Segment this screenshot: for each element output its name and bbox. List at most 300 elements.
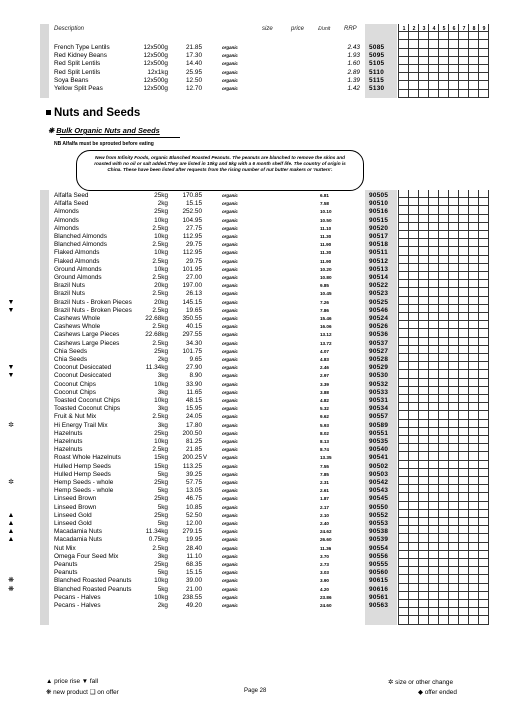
order-cell[interactable] bbox=[479, 477, 489, 485]
order-cell[interactable] bbox=[469, 206, 479, 214]
order-cell[interactable] bbox=[479, 321, 489, 329]
order-cell[interactable] bbox=[409, 411, 419, 419]
order-cell[interactable] bbox=[399, 444, 409, 452]
order-cell[interactable] bbox=[399, 215, 409, 223]
order-cell[interactable] bbox=[429, 198, 439, 206]
order-cell[interactable] bbox=[419, 190, 429, 198]
order-cell[interactable] bbox=[409, 477, 419, 485]
order-cell[interactable] bbox=[399, 206, 409, 214]
order-cell[interactable] bbox=[439, 543, 449, 551]
order-cell[interactable] bbox=[449, 592, 459, 600]
order-cell[interactable] bbox=[469, 518, 479, 526]
order-cell[interactable] bbox=[469, 305, 479, 313]
order-cell[interactable] bbox=[449, 461, 459, 469]
order-cell[interactable] bbox=[439, 420, 449, 428]
order-cell[interactable] bbox=[459, 567, 469, 575]
order-cell[interactable] bbox=[449, 272, 459, 280]
order-cell[interactable] bbox=[419, 264, 429, 272]
order-cell[interactable] bbox=[429, 32, 439, 40]
order-cell[interactable] bbox=[439, 485, 449, 493]
order-cell[interactable] bbox=[399, 575, 409, 583]
order-cell[interactable] bbox=[469, 575, 479, 583]
order-cell[interactable] bbox=[449, 32, 459, 40]
order-cell[interactable] bbox=[399, 329, 409, 337]
order-cell[interactable] bbox=[439, 559, 449, 567]
order-cell[interactable] bbox=[459, 428, 469, 436]
order-cell[interactable] bbox=[429, 403, 439, 411]
order-cell[interactable] bbox=[399, 534, 409, 542]
order-cell[interactable] bbox=[449, 264, 459, 272]
order-cell[interactable] bbox=[449, 600, 459, 608]
order-cell[interactable] bbox=[479, 288, 489, 296]
order-cell[interactable] bbox=[399, 305, 409, 313]
order-cell[interactable] bbox=[439, 264, 449, 272]
order-cell[interactable] bbox=[409, 288, 419, 296]
order-cell[interactable] bbox=[449, 575, 459, 583]
order-cell[interactable] bbox=[479, 354, 489, 362]
order-cell[interactable] bbox=[399, 600, 409, 608]
order-cell[interactable] bbox=[399, 551, 409, 559]
order-cell[interactable] bbox=[469, 567, 479, 575]
order-cell[interactable] bbox=[479, 510, 489, 518]
order-cell[interactable] bbox=[439, 608, 449, 616]
order-cell[interactable] bbox=[459, 329, 469, 337]
order-cell[interactable] bbox=[429, 256, 439, 264]
order-cell[interactable] bbox=[399, 313, 409, 321]
order-cell[interactable] bbox=[469, 395, 479, 403]
order-cell[interactable] bbox=[469, 40, 479, 48]
order-cell[interactable] bbox=[439, 411, 449, 419]
order-cell[interactable] bbox=[449, 280, 459, 288]
order-cell[interactable] bbox=[439, 297, 449, 305]
order-cell[interactable] bbox=[469, 452, 479, 460]
order-cell[interactable] bbox=[409, 600, 419, 608]
order-cell[interactable] bbox=[429, 90, 439, 98]
order-cell[interactable] bbox=[419, 493, 429, 501]
order-cell[interactable] bbox=[439, 321, 449, 329]
order-cell[interactable] bbox=[479, 485, 489, 493]
order-cell[interactable] bbox=[459, 436, 469, 444]
order-cell[interactable] bbox=[419, 436, 429, 444]
order-cell[interactable] bbox=[399, 428, 409, 436]
order-cell[interactable] bbox=[439, 198, 449, 206]
order-cell[interactable] bbox=[439, 49, 449, 57]
order-cell[interactable] bbox=[479, 90, 489, 98]
order-cell[interactable] bbox=[449, 485, 459, 493]
order-cell[interactable] bbox=[399, 510, 409, 518]
order-cell[interactable] bbox=[409, 534, 419, 542]
order-cell[interactable] bbox=[449, 65, 459, 73]
order-cell[interactable] bbox=[449, 370, 459, 378]
order-cell[interactable] bbox=[459, 338, 469, 346]
order-cell[interactable] bbox=[459, 215, 469, 223]
order-cell[interactable] bbox=[439, 395, 449, 403]
order-cell[interactable] bbox=[399, 592, 409, 600]
order-cell[interactable] bbox=[419, 403, 429, 411]
order-cell[interactable] bbox=[479, 428, 489, 436]
order-cell[interactable] bbox=[419, 575, 429, 583]
order-cell[interactable] bbox=[409, 313, 419, 321]
order-cell[interactable] bbox=[419, 247, 429, 255]
order-cell[interactable] bbox=[449, 395, 459, 403]
order-cell[interactable] bbox=[459, 57, 469, 65]
order-cell[interactable] bbox=[479, 206, 489, 214]
order-cell[interactable] bbox=[449, 49, 459, 57]
order-cell[interactable] bbox=[439, 329, 449, 337]
order-cell[interactable] bbox=[439, 239, 449, 247]
order-cell[interactable] bbox=[469, 469, 479, 477]
order-cell[interactable] bbox=[419, 608, 429, 616]
order-cell[interactable] bbox=[469, 403, 479, 411]
order-cell[interactable] bbox=[469, 24, 479, 32]
order-cell[interactable] bbox=[459, 288, 469, 296]
order-cell[interactable] bbox=[409, 370, 419, 378]
order-cell[interactable] bbox=[469, 370, 479, 378]
order-cell[interactable] bbox=[459, 354, 469, 362]
order-cell[interactable] bbox=[469, 239, 479, 247]
order-cell[interactable] bbox=[429, 543, 439, 551]
order-cell[interactable] bbox=[399, 543, 409, 551]
order-cell[interactable] bbox=[399, 288, 409, 296]
order-cell[interactable] bbox=[409, 551, 419, 559]
order-cell[interactable] bbox=[409, 354, 419, 362]
order-cell[interactable] bbox=[409, 526, 419, 534]
order-cell[interactable] bbox=[409, 436, 419, 444]
order-cell[interactable] bbox=[459, 584, 469, 592]
order-cell[interactable] bbox=[419, 346, 429, 354]
order-cell[interactable] bbox=[469, 461, 479, 469]
order-cell[interactable] bbox=[449, 239, 459, 247]
order-cell[interactable] bbox=[479, 231, 489, 239]
order-cell[interactable] bbox=[459, 362, 469, 370]
order-cell[interactable] bbox=[439, 73, 449, 81]
order-cell[interactable] bbox=[419, 379, 429, 387]
order-cell[interactable] bbox=[449, 73, 459, 81]
order-cell[interactable] bbox=[439, 32, 449, 40]
order-cell[interactable] bbox=[419, 297, 429, 305]
order-cell[interactable] bbox=[449, 40, 459, 48]
order-cell[interactable] bbox=[459, 370, 469, 378]
order-cell[interactable] bbox=[399, 32, 409, 40]
order-cell[interactable] bbox=[419, 81, 429, 89]
order-cell[interactable] bbox=[429, 436, 439, 444]
order-cell[interactable] bbox=[409, 395, 419, 403]
order-cell[interactable] bbox=[479, 329, 489, 337]
order-cell[interactable] bbox=[459, 518, 469, 526]
order-cell[interactable] bbox=[439, 493, 449, 501]
order-cell[interactable] bbox=[459, 575, 469, 583]
order-cell[interactable] bbox=[409, 485, 419, 493]
order-cell[interactable] bbox=[459, 305, 469, 313]
order-cell[interactable] bbox=[409, 493, 419, 501]
order-cell[interactable] bbox=[399, 231, 409, 239]
order-cell[interactable] bbox=[459, 510, 469, 518]
order-cell[interactable] bbox=[469, 551, 479, 559]
order-cell[interactable] bbox=[479, 215, 489, 223]
order-cell[interactable] bbox=[399, 403, 409, 411]
order-cell[interactable] bbox=[439, 190, 449, 198]
order-cell[interactable] bbox=[399, 81, 409, 89]
order-cell[interactable] bbox=[479, 461, 489, 469]
order-cell[interactable] bbox=[419, 362, 429, 370]
order-cell[interactable] bbox=[479, 452, 489, 460]
order-cell[interactable] bbox=[469, 288, 479, 296]
order-cell[interactable] bbox=[399, 379, 409, 387]
order-cell[interactable] bbox=[429, 321, 439, 329]
order-cell[interactable] bbox=[479, 264, 489, 272]
order-cell[interactable] bbox=[439, 510, 449, 518]
order-cell[interactable] bbox=[429, 346, 439, 354]
order-cell[interactable] bbox=[419, 592, 429, 600]
order-cell[interactable] bbox=[479, 559, 489, 567]
order-cell[interactable] bbox=[439, 338, 449, 346]
order-cell[interactable] bbox=[419, 420, 429, 428]
order-cell[interactable] bbox=[439, 280, 449, 288]
order-grid-top[interactable] bbox=[398, 24, 488, 98]
order-cell[interactable] bbox=[409, 81, 419, 89]
order-cell[interactable] bbox=[459, 73, 469, 81]
order-cell[interactable] bbox=[479, 395, 489, 403]
order-cell[interactable] bbox=[469, 65, 479, 73]
order-cell[interactable] bbox=[439, 362, 449, 370]
order-cell[interactable] bbox=[459, 40, 469, 48]
order-cell[interactable] bbox=[479, 280, 489, 288]
order-cell[interactable] bbox=[449, 469, 459, 477]
order-cell[interactable] bbox=[429, 411, 439, 419]
order-cell[interactable] bbox=[479, 403, 489, 411]
order-cell[interactable] bbox=[449, 477, 459, 485]
order-cell[interactable] bbox=[429, 379, 439, 387]
order-cell[interactable] bbox=[409, 575, 419, 583]
order-cell[interactable] bbox=[419, 338, 429, 346]
order-cell[interactable] bbox=[399, 297, 409, 305]
order-cell[interactable] bbox=[469, 256, 479, 264]
order-cell[interactable] bbox=[409, 592, 419, 600]
order-cell[interactable] bbox=[409, 469, 419, 477]
order-cell[interactable] bbox=[439, 436, 449, 444]
order-cell[interactable] bbox=[409, 616, 419, 624]
order-cell[interactable] bbox=[479, 608, 489, 616]
order-cell[interactable] bbox=[429, 215, 439, 223]
order-cell[interactable] bbox=[409, 502, 419, 510]
order-cell[interactable] bbox=[419, 206, 429, 214]
order-cell[interactable] bbox=[399, 190, 409, 198]
order-cell[interactable] bbox=[469, 81, 479, 89]
order-cell[interactable] bbox=[409, 452, 419, 460]
order-cell[interactable] bbox=[469, 559, 479, 567]
order-cell[interactable] bbox=[459, 608, 469, 616]
order-cell[interactable] bbox=[449, 338, 459, 346]
order-cell[interactable] bbox=[469, 436, 479, 444]
order-cell[interactable] bbox=[459, 297, 469, 305]
order-cell[interactable] bbox=[399, 559, 409, 567]
order-cell[interactable] bbox=[459, 420, 469, 428]
order-cell[interactable] bbox=[439, 305, 449, 313]
order-cell[interactable] bbox=[479, 502, 489, 510]
order-cell[interactable] bbox=[399, 338, 409, 346]
order-cell[interactable] bbox=[399, 239, 409, 247]
order-cell[interactable] bbox=[429, 559, 439, 567]
order-cell[interactable] bbox=[429, 551, 439, 559]
order-cell[interactable] bbox=[439, 477, 449, 485]
order-cell[interactable] bbox=[469, 231, 479, 239]
order-cell[interactable] bbox=[459, 272, 469, 280]
order-cell[interactable] bbox=[479, 223, 489, 231]
order-cell[interactable] bbox=[459, 551, 469, 559]
order-cell[interactable] bbox=[479, 379, 489, 387]
order-cell[interactable] bbox=[469, 354, 479, 362]
order-cell[interactable] bbox=[469, 346, 479, 354]
order-cell[interactable] bbox=[469, 338, 479, 346]
order-cell[interactable] bbox=[449, 502, 459, 510]
order-cell[interactable] bbox=[429, 329, 439, 337]
order-cell[interactable] bbox=[399, 526, 409, 534]
order-cell[interactable] bbox=[429, 264, 439, 272]
order-cell[interactable] bbox=[479, 305, 489, 313]
order-cell[interactable] bbox=[419, 65, 429, 73]
order-cell[interactable] bbox=[469, 444, 479, 452]
order-cell[interactable] bbox=[429, 592, 439, 600]
order-cell[interactable] bbox=[429, 477, 439, 485]
order-cell[interactable] bbox=[419, 40, 429, 48]
order-cell[interactable] bbox=[429, 81, 439, 89]
order-cell[interactable] bbox=[479, 436, 489, 444]
order-cell[interactable] bbox=[459, 32, 469, 40]
order-cell[interactable] bbox=[479, 49, 489, 57]
order-cell[interactable] bbox=[439, 272, 449, 280]
order-cell[interactable] bbox=[439, 469, 449, 477]
order-cell[interactable] bbox=[479, 190, 489, 198]
order-cell[interactable] bbox=[429, 239, 439, 247]
order-cell[interactable] bbox=[399, 346, 409, 354]
order-cell[interactable] bbox=[459, 346, 469, 354]
order-cell[interactable] bbox=[459, 379, 469, 387]
order-cell[interactable] bbox=[479, 198, 489, 206]
order-cell[interactable] bbox=[399, 469, 409, 477]
order-cell[interactable] bbox=[399, 395, 409, 403]
order-cell[interactable] bbox=[429, 370, 439, 378]
order-cell[interactable] bbox=[429, 428, 439, 436]
order-cell[interactable] bbox=[409, 49, 419, 57]
order-cell[interactable] bbox=[449, 411, 459, 419]
order-cell[interactable] bbox=[439, 288, 449, 296]
order-cell[interactable] bbox=[479, 297, 489, 305]
order-cell[interactable] bbox=[449, 206, 459, 214]
order-cell[interactable] bbox=[419, 305, 429, 313]
order-cell[interactable] bbox=[459, 477, 469, 485]
order-cell[interactable] bbox=[459, 264, 469, 272]
order-cell[interactable] bbox=[409, 57, 419, 65]
order-cell[interactable] bbox=[459, 239, 469, 247]
order-cell[interactable] bbox=[449, 198, 459, 206]
order-cell[interactable] bbox=[459, 452, 469, 460]
order-cell[interactable] bbox=[439, 461, 449, 469]
order-cell[interactable] bbox=[399, 461, 409, 469]
order-cell[interactable] bbox=[429, 534, 439, 542]
order-cell[interactable] bbox=[399, 362, 409, 370]
order-cell[interactable] bbox=[409, 403, 419, 411]
order-cell[interactable] bbox=[409, 256, 419, 264]
order-cell[interactable] bbox=[419, 428, 429, 436]
order-cell[interactable] bbox=[479, 518, 489, 526]
order-cell[interactable] bbox=[409, 231, 419, 239]
order-cell[interactable] bbox=[419, 469, 429, 477]
order-cell[interactable] bbox=[459, 231, 469, 239]
order-cell[interactable] bbox=[439, 215, 449, 223]
order-cell[interactable] bbox=[459, 387, 469, 395]
order-cell[interactable] bbox=[449, 559, 459, 567]
order-cell[interactable] bbox=[449, 452, 459, 460]
order-cell[interactable] bbox=[399, 411, 409, 419]
order-cell[interactable] bbox=[419, 32, 429, 40]
order-cell[interactable] bbox=[429, 313, 439, 321]
order-cell[interactable] bbox=[439, 379, 449, 387]
order-cell[interactable] bbox=[429, 223, 439, 231]
order-cell[interactable] bbox=[469, 321, 479, 329]
order-cell[interactable] bbox=[399, 370, 409, 378]
order-cell[interactable] bbox=[409, 567, 419, 575]
order-cell[interactable] bbox=[449, 81, 459, 89]
order-cell[interactable] bbox=[479, 272, 489, 280]
order-cell[interactable] bbox=[479, 32, 489, 40]
order-cell[interactable] bbox=[439, 346, 449, 354]
order-cell[interactable] bbox=[429, 420, 439, 428]
order-cell[interactable] bbox=[409, 584, 419, 592]
order-cell[interactable] bbox=[479, 534, 489, 542]
order-cell[interactable] bbox=[469, 73, 479, 81]
order-cell[interactable] bbox=[459, 65, 469, 73]
order-cell[interactable] bbox=[479, 346, 489, 354]
order-cell[interactable] bbox=[399, 477, 409, 485]
order-cell[interactable] bbox=[439, 354, 449, 362]
order-cell[interactable] bbox=[419, 616, 429, 624]
order-cell[interactable] bbox=[459, 559, 469, 567]
order-cell[interactable] bbox=[479, 420, 489, 428]
order-cell[interactable] bbox=[459, 190, 469, 198]
order-cell[interactable] bbox=[419, 567, 429, 575]
order-cell[interactable] bbox=[459, 223, 469, 231]
order-cell[interactable] bbox=[439, 387, 449, 395]
order-cell[interactable] bbox=[399, 40, 409, 48]
order-cell[interactable] bbox=[459, 600, 469, 608]
order-cell[interactable] bbox=[399, 493, 409, 501]
order-cell[interactable] bbox=[449, 57, 459, 65]
order-cell[interactable] bbox=[429, 616, 439, 624]
order-cell[interactable] bbox=[399, 198, 409, 206]
order-cell[interactable] bbox=[449, 526, 459, 534]
order-cell[interactable] bbox=[429, 584, 439, 592]
order-cell[interactable] bbox=[479, 584, 489, 592]
order-cell[interactable] bbox=[449, 616, 459, 624]
order-cell[interactable] bbox=[469, 297, 479, 305]
order-cell[interactable] bbox=[479, 65, 489, 73]
order-cell[interactable] bbox=[429, 190, 439, 198]
order-cell[interactable] bbox=[419, 461, 429, 469]
order-cell[interactable] bbox=[409, 461, 419, 469]
order-cell[interactable] bbox=[429, 502, 439, 510]
order-cell[interactable] bbox=[469, 57, 479, 65]
order-cell[interactable] bbox=[479, 493, 489, 501]
order-cell[interactable] bbox=[459, 321, 469, 329]
order-cell[interactable] bbox=[479, 57, 489, 65]
order-cell[interactable] bbox=[419, 444, 429, 452]
order-cell[interactable] bbox=[409, 518, 419, 526]
order-cell[interactable] bbox=[479, 526, 489, 534]
order-cell[interactable] bbox=[419, 502, 429, 510]
order-cell[interactable] bbox=[409, 73, 419, 81]
order-cell[interactable] bbox=[469, 534, 479, 542]
order-cell[interactable] bbox=[409, 510, 419, 518]
